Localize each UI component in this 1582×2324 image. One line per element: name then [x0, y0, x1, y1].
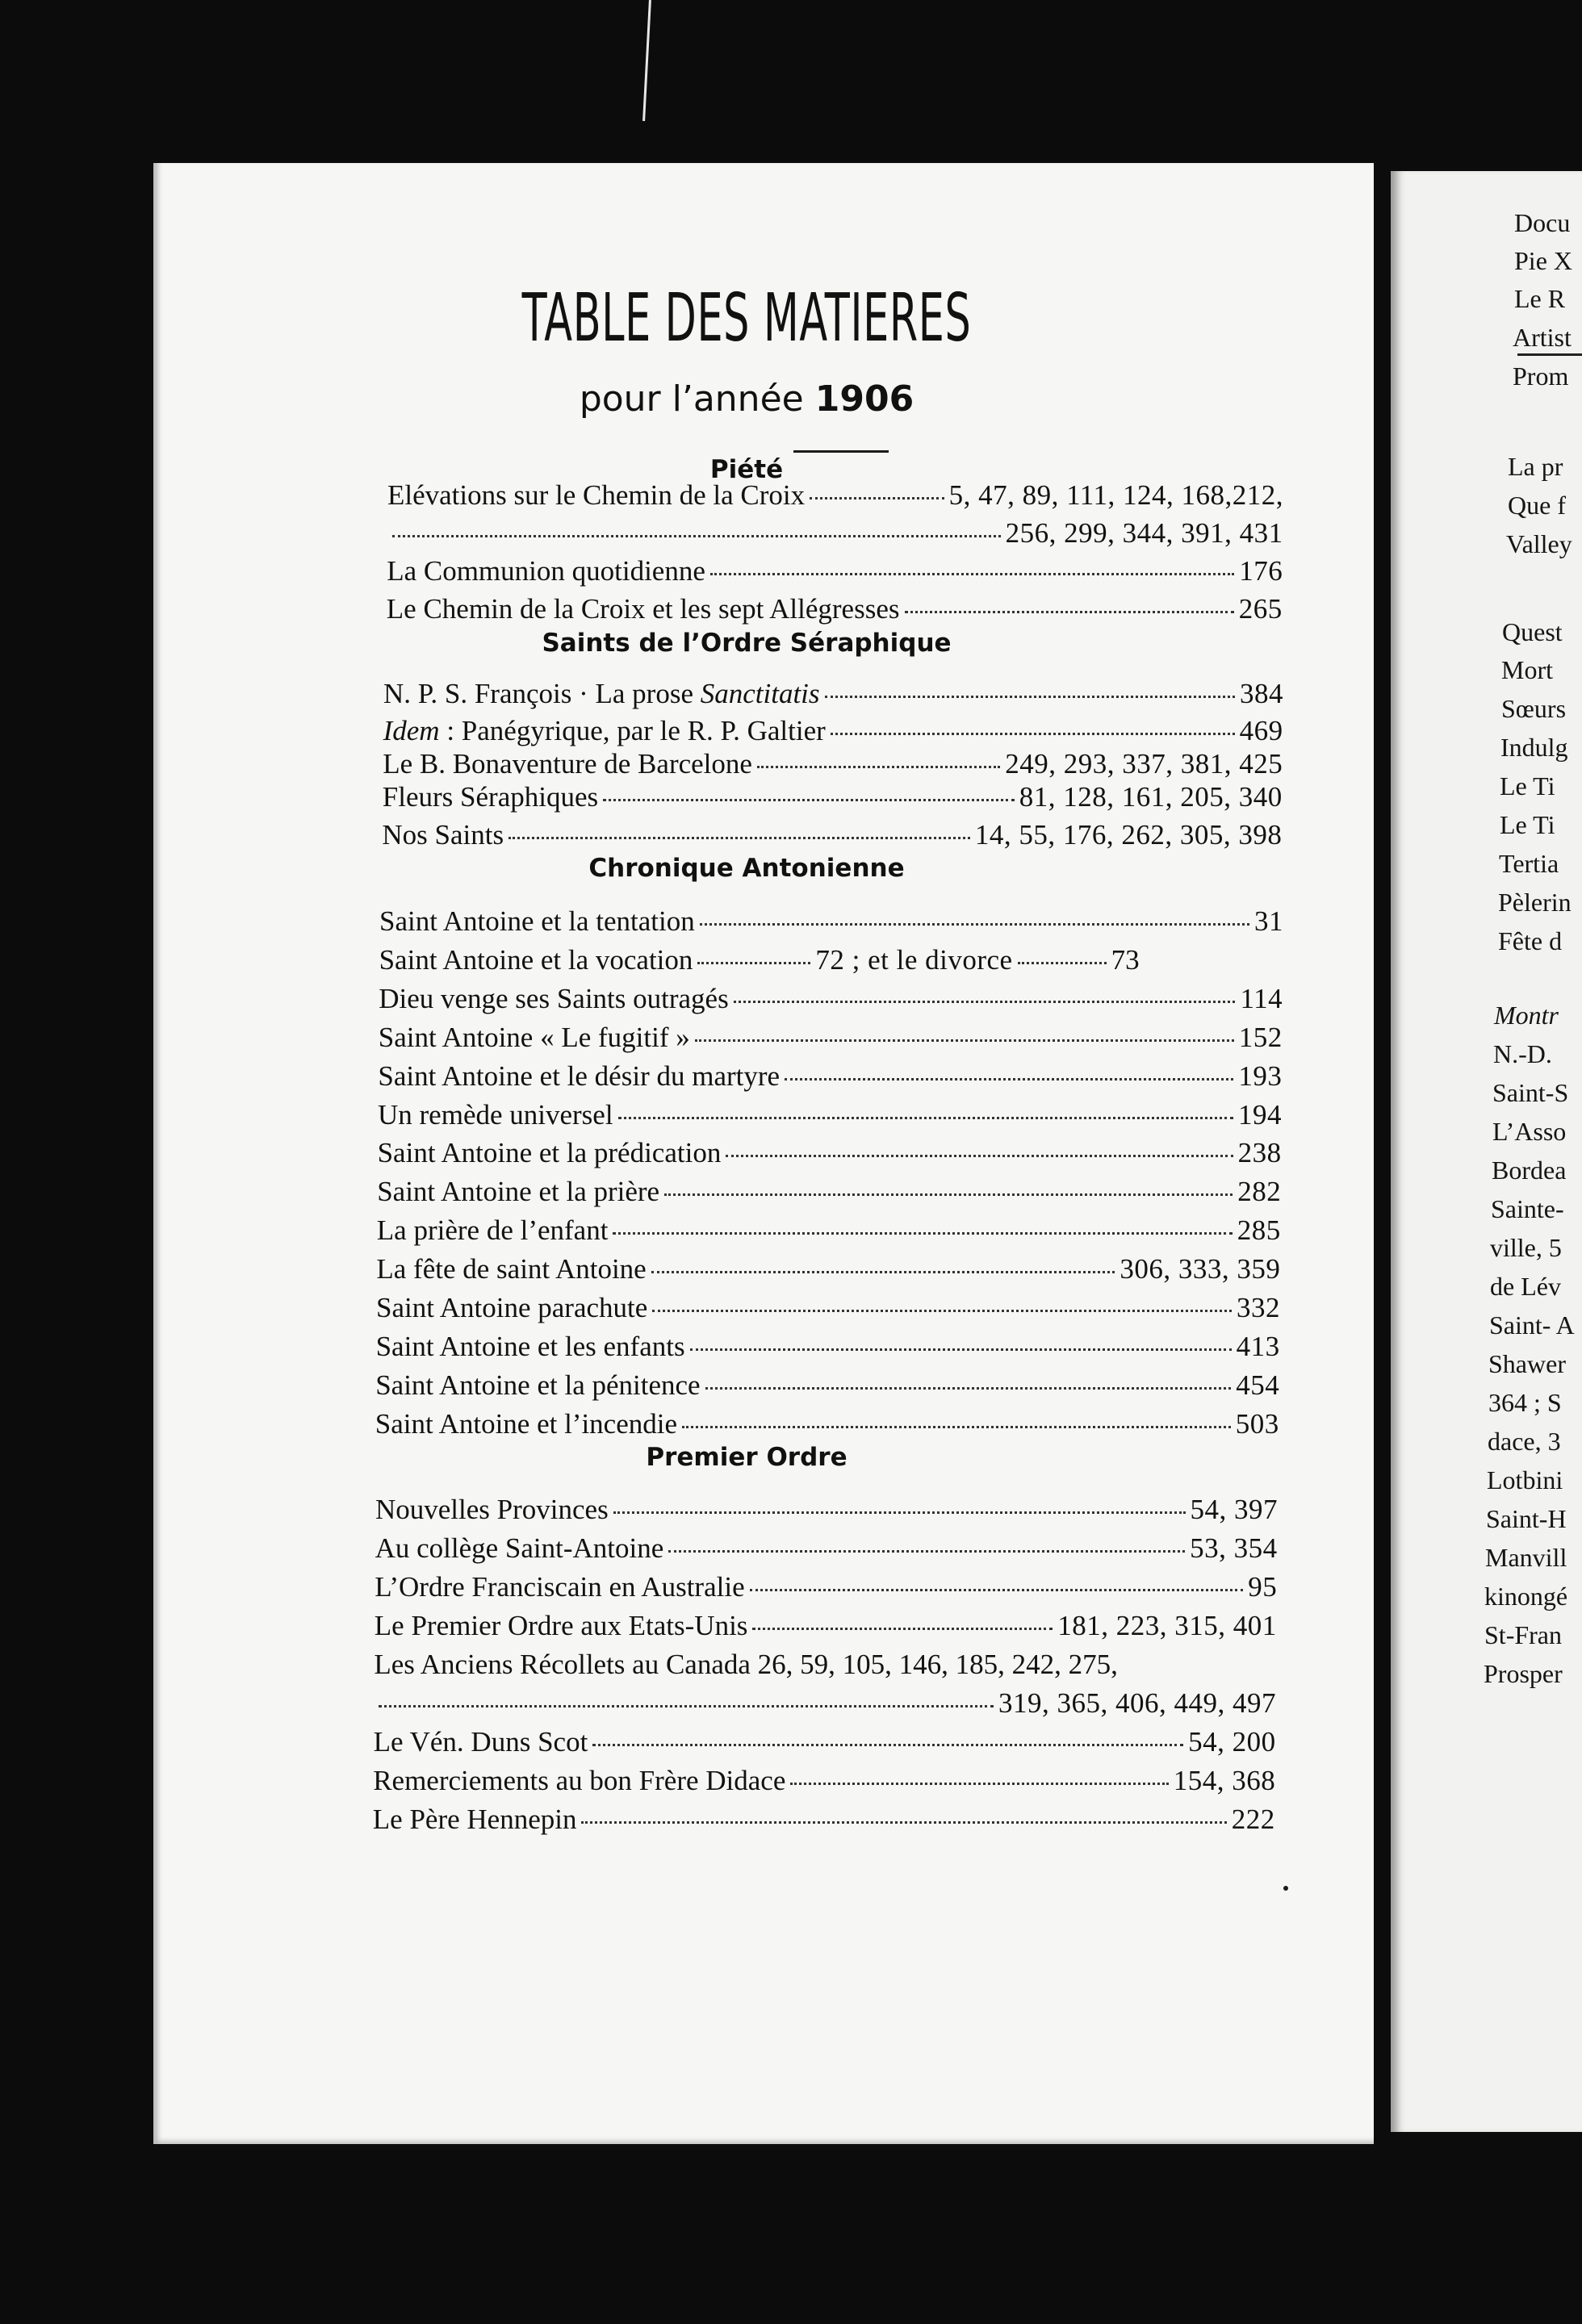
- dot-leader: [695, 1039, 1234, 1042]
- toc-entry: [387, 479, 1283, 512]
- dot-leader: [613, 1511, 1186, 1514]
- page-numbers: 306, 333, 359: [1120, 1253, 1281, 1285]
- facing-page-fragment: N.-D.: [1493, 1039, 1552, 1068]
- entry-title: Saint Antoine et la tentation: [379, 905, 695, 937]
- dot-leader: [664, 1193, 1233, 1196]
- subtitle-year: 1906: [814, 378, 914, 420]
- page-numbers: 53, 354: [1190, 1532, 1278, 1564]
- entry-title: Fleurs Séraphiques: [382, 781, 599, 813]
- toc-entry: [375, 1369, 1279, 1402]
- entry-title: La fête de saint Antoine: [376, 1253, 647, 1285]
- subtitle-prefix: pour l’année: [579, 378, 804, 420]
- entry-title: Nouvelles Provinces: [375, 1494, 609, 1525]
- facing-page-fragment: St-Fran: [1484, 1620, 1562, 1649]
- page-numbers: 14, 55, 176, 262, 305, 398: [974, 819, 1283, 851]
- page-numbers: 265: [1238, 593, 1283, 625]
- entry-title: Saint Antoine et le désir du martyre: [378, 1060, 781, 1092]
- toc-entry: [383, 678, 1283, 710]
- entry-title: Saint Antoine et les enfants: [375, 1331, 685, 1362]
- entry-title: Saint Antoine et l’incendie: [375, 1408, 678, 1440]
- page-numbers: 31: [1254, 905, 1283, 937]
- facing-page-fragment: Manvill: [1485, 1543, 1567, 1572]
- toc-entry: [375, 1408, 1279, 1440]
- facing-page-fragment: L’Asso: [1492, 1117, 1567, 1146]
- toc-entry: [379, 983, 1283, 1015]
- section-heading: Piété: [709, 455, 784, 484]
- facing-page-fragment: kinongé: [1484, 1582, 1568, 1611]
- facing-page-fragment: Bordea: [1492, 1156, 1567, 1185]
- dot-leader: [1018, 962, 1107, 964]
- facing-page: [1391, 171, 1582, 2132]
- entry-title: La Communion quotidienne: [387, 555, 705, 587]
- toc-entry: [383, 781, 1283, 813]
- dot-leader: [790, 1783, 1168, 1785]
- dot-leader: [668, 1550, 1185, 1553]
- page-numbers: 154, 368: [1173, 1765, 1276, 1796]
- page-numbers: 54, 200: [1188, 1726, 1276, 1758]
- dot-leader: [700, 923, 1249, 926]
- entry-title: Saint Antoine et la prière: [377, 1176, 660, 1207]
- dot-leader: [905, 611, 1234, 613]
- entry-title: Elévations sur le Chemin de la Croix: [387, 479, 806, 511]
- dot-leader: [603, 799, 1015, 801]
- entry-title: Nos Saints: [382, 819, 504, 851]
- page-numbers: 114: [1240, 983, 1283, 1014]
- dot-leader: [752, 1628, 1053, 1630]
- dot-leader: [726, 1155, 1233, 1157]
- entry-title: L’Ordre Franciscain en Australie: [375, 1571, 745, 1603]
- entry-title: Le Chemin de la Croix et les sept Allégresses: [386, 593, 900, 625]
- dot-leader: [750, 1589, 1244, 1591]
- dot-leader: [581, 1821, 1226, 1824]
- entry-title: Saint Antoine parachute: [376, 1292, 648, 1323]
- dot-leader: [618, 1117, 1233, 1119]
- page-numbers: 238: [1237, 1137, 1282, 1168]
- dot-leader: [392, 535, 1001, 537]
- facing-page-fragment: Le R: [1514, 284, 1566, 313]
- toc-entry: [379, 905, 1283, 938]
- page-numbers: 5, 47, 89, 111, 124, 168,212,: [948, 479, 1283, 511]
- entry-title: Idem : Panégyrique, par le R. P. Galtier: [383, 715, 826, 746]
- facing-page-fragment: de Lév: [1490, 1272, 1561, 1301]
- entry-title: Saint Antoine « Le fugitif »: [378, 1022, 690, 1053]
- page-numbers: 193: [1238, 1060, 1283, 1092]
- section-heading: Saints de l’Ordre Séraphique: [542, 629, 952, 658]
- toc-entry: [376, 1331, 1280, 1363]
- dot-leader: [379, 1705, 994, 1707]
- page-numbers: 332: [1237, 1292, 1280, 1323]
- facing-page-fragment: Pie X: [1514, 246, 1572, 275]
- page-numbers: 285: [1237, 1214, 1281, 1246]
- entry-title: Au collège Saint-Antoine: [375, 1532, 664, 1564]
- entry-title: N. P. S. François · La prose Sanctitatis: [383, 678, 820, 709]
- page-numbers: 256, 299, 344, 391, 431: [1005, 517, 1283, 549]
- page-numbers: 72 ; et le divorce: [815, 944, 1013, 976]
- page-numbers: 176: [1239, 555, 1283, 587]
- binding-edge: [642, 0, 651, 121]
- page-numbers: 194: [1238, 1099, 1282, 1131]
- dot-leader: [652, 1310, 1232, 1312]
- toc-entry: [378, 1099, 1282, 1131]
- toc-entry: [375, 1532, 1278, 1565]
- book-page: [153, 163, 1374, 2144]
- entry-title: Saint Antoine et la pénitence: [375, 1369, 701, 1401]
- page-numbers: 319, 365, 406, 449, 497: [998, 1687, 1276, 1719]
- page-numbers: 95: [1248, 1571, 1278, 1603]
- facing-page-fragment: Artist: [1513, 323, 1572, 352]
- toc-entry: [375, 1494, 1278, 1526]
- toc-entry: [379, 1022, 1283, 1054]
- dot-leader: [613, 1232, 1232, 1235]
- page-numbers: 81, 128, 161, 205, 340: [1019, 781, 1283, 813]
- toc-entry: [387, 517, 1283, 550]
- ink-dot: [1283, 1886, 1288, 1891]
- page-numbers: 454: [1236, 1369, 1280, 1401]
- facing-page-fragment: Valley: [1506, 529, 1572, 558]
- dot-leader: [682, 1426, 1231, 1428]
- facing-page-fragment: Pèlerin: [1498, 888, 1572, 917]
- page-numbers: 54, 397: [1190, 1494, 1278, 1525]
- dot-leader: [831, 733, 1235, 735]
- dot-leader: [697, 962, 810, 964]
- toc-entry: [374, 1726, 1276, 1758]
- page-numbers: 249, 293, 337, 381, 425: [1005, 748, 1283, 780]
- toc-entry: [373, 1765, 1275, 1797]
- page-numbers: 503: [1235, 1408, 1279, 1440]
- section-heading: Chronique Antonienne: [588, 854, 905, 883]
- toc-entry: [387, 593, 1283, 625]
- toc-entry: [379, 944, 1283, 976]
- page-numbers: 181, 223, 315, 401: [1057, 1610, 1277, 1641]
- toc-entry: [383, 715, 1283, 747]
- toc-entry: [382, 819, 1282, 851]
- facing-page-fragment: La pr: [1508, 452, 1563, 481]
- facing-page-fragment: Lotbini: [1487, 1465, 1563, 1494]
- toc-entry: [383, 748, 1283, 780]
- dot-leader: [785, 1078, 1233, 1080]
- facing-page-rule: [1517, 353, 1582, 356]
- entry-title: Le Vén. Duns Scot: [373, 1726, 588, 1758]
- toc-entry: [377, 1176, 1281, 1208]
- entry-title: Les Anciens Récollets au Canada 26, 59, 105, 146, 185, 242, 275,: [374, 1649, 1118, 1680]
- page-numbers: 282: [1237, 1176, 1282, 1207]
- facing-page-fragment: dace, 3: [1488, 1427, 1561, 1456]
- toc-entry: [387, 555, 1283, 587]
- page-title: TABLE DES MATIERES: [521, 280, 972, 357]
- facing-page-fragment: Saint-S: [1492, 1078, 1569, 1107]
- toc-entry: [376, 1253, 1280, 1285]
- facing-page-fragment: 364 ; S: [1488, 1388, 1562, 1417]
- dot-leader: [810, 497, 944, 499]
- facing-page-fragment: Quest: [1502, 617, 1563, 646]
- facing-page-fragment: Montr: [1494, 1001, 1559, 1030]
- page-numbers: 222: [1231, 1804, 1275, 1835]
- title-rule: [793, 450, 889, 453]
- page-numbers: 73: [1111, 944, 1140, 976]
- entry-title: La prière de l’enfant: [376, 1214, 609, 1246]
- page-subtitle: [315, 378, 1178, 420]
- facing-page-fragment: Sœurs: [1501, 694, 1567, 723]
- page-numbers: 469: [1239, 715, 1283, 746]
- page-numbers: 384: [1240, 678, 1283, 709]
- facing-page-fragment: Indulg: [1500, 733, 1568, 762]
- facing-page-fragment: Que f: [1508, 491, 1566, 520]
- toc-entry: [375, 1610, 1277, 1642]
- dot-leader: [825, 696, 1235, 698]
- facing-page-fragment: Le Ti: [1500, 810, 1555, 839]
- facing-page-fragment: Prom: [1513, 362, 1569, 391]
- section-heading: Premier Ordre: [646, 1443, 848, 1472]
- dot-leader: [690, 1348, 1232, 1351]
- toc-entry: [375, 1571, 1277, 1603]
- facing-page-fragment: ville, 5: [1490, 1233, 1562, 1262]
- dot-leader: [710, 573, 1234, 575]
- toc-entry: [374, 1687, 1276, 1720]
- facing-page-fragment: Sainte-: [1491, 1194, 1564, 1223]
- entry-title: Remerciements au bon Frère Didace: [373, 1765, 786, 1796]
- facing-page-fragment: Tertia: [1499, 849, 1559, 878]
- entry-title: Dieu venge ses Saints outragés: [379, 983, 729, 1014]
- entry-title: Le Premier Ordre aux Etats-Unis: [374, 1610, 748, 1641]
- toc-entry: [373, 1804, 1275, 1836]
- entry-title: Saint Antoine et la prédication: [377, 1137, 722, 1168]
- dot-leader: [651, 1271, 1115, 1273]
- facing-page-fragment: Mort: [1501, 655, 1553, 684]
- toc-entry: [376, 1292, 1280, 1324]
- dot-leader: [592, 1744, 1183, 1746]
- toc-entry: [378, 1060, 1282, 1093]
- facing-page-fragment: Saint-H: [1486, 1504, 1567, 1533]
- page-numbers: 152: [1238, 1022, 1283, 1053]
- facing-page-fragment: Docu: [1514, 208, 1571, 237]
- entry-title: Un remède universel: [378, 1099, 613, 1131]
- entry-title: Le B. Bonaventure de Barcelone: [383, 748, 752, 780]
- dot-leader: [705, 1387, 1232, 1390]
- toc-entry: [377, 1214, 1281, 1247]
- toc-entry: [374, 1649, 1276, 1681]
- facing-page-fragment: Le Ti: [1500, 771, 1555, 800]
- entry-title: Saint Antoine et la vocation: [379, 944, 693, 976]
- facing-page-fragment: Prosper: [1484, 1659, 1563, 1688]
- page-numbers: 413: [1236, 1331, 1280, 1362]
- facing-page-fragment: Fête d: [1498, 926, 1563, 955]
- dot-leader: [757, 766, 1000, 768]
- facing-page-fragment: Saint- A: [1489, 1310, 1575, 1340]
- dot-leader: [734, 1001, 1236, 1003]
- facing-page-fragment: Shawer: [1488, 1349, 1566, 1378]
- dot-leader: [508, 837, 970, 839]
- toc-entry: [378, 1137, 1282, 1169]
- entry-title: Le Père Hennepin: [372, 1804, 577, 1835]
